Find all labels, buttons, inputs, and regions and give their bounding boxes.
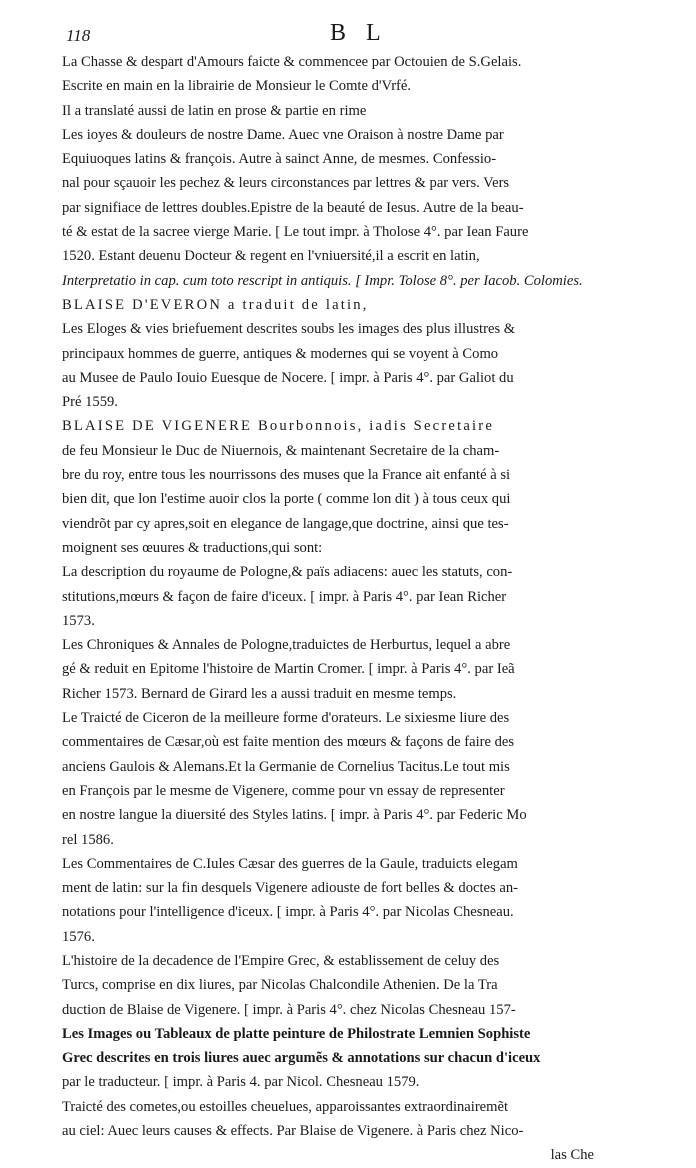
text-line: Les Images ou Tableaux de platte peinture de Philostrate Lemnien Sophiste [62, 1025, 531, 1042]
text-line: Equiuoques latins & françois. Autre à sainct Anne, de mesmes. Confessio- [62, 151, 497, 168]
text-line: las Che [550, 1147, 594, 1164]
text-line: rel 1586. [62, 831, 114, 848]
text-line: moignent ses œuures & traductions,qui sont: [62, 539, 323, 556]
text-line: de feu Monsieur le Duc de Niuernois, & maintenant Secretaire de la cham- [62, 442, 500, 459]
text-line: té & estat de la sacree vierge Marie. [ Le tout impr. à Tholose 4°. par Iean Faure [62, 224, 529, 241]
text-line: notations pour l'intelligence d'iceux. [ impr. à Paris 4°. par Nicolas Chesneau. [62, 904, 514, 921]
text-line: bre du roy, entre tous les nourrissons des muses que la France ait enfanté à si [62, 467, 511, 484]
text-line: au Musee de Paulo Iouio Euesque de Nocere. [ impr. à Paris 4°. par Galiot du [62, 369, 514, 386]
text-line: bien dit, que lon l'estime auoir clos la porte ( comme lon dit ) à tous ceux qui [62, 491, 511, 508]
text-line: La description du royaume de Pologne,& païs adiacens: auec les statuts, con- [62, 564, 513, 581]
text-line: en nostre langue la diuersité des Styles latins. [ impr. à Paris 4°. par Federic Mo [62, 807, 527, 824]
text-line: BLAISE D'EVERON a traduit de latin, [62, 296, 369, 313]
text-line: en François par le mesme de Vigenere, comme pour vn essay de representer [62, 782, 505, 799]
text-line: nal pour sçauoir les pechez & leurs circonstances par lettres & par vers. Vers [62, 175, 510, 192]
text-line: L'histoire de la decadence de l'Empire Grec, & establissement de celuy des [62, 952, 500, 969]
text-line: 1576. [62, 928, 95, 945]
text-line: 1573. [62, 612, 95, 629]
text-line: commentaires de Cæsar,où est faite mention des mœurs & façons de faire des [62, 734, 515, 751]
text-line: Traicté des cometes,ou estoilles cheuelues, apparoissantes extraordinairemẽt [62, 1098, 509, 1115]
text-line: Interpretatio in cap. cum toto rescript in antiquis. [ Impr. Tolose 8°. per Iacob. Colomies. [62, 272, 583, 289]
text-line: Il a translaté aussi de latin en prose & partie en rime [62, 102, 367, 119]
text-line: 1520. Estant deuenu Docteur & regent en l'vniuersité,il a escrit en latin, [62, 248, 480, 265]
text-body [62, 50, 594, 1168]
page-header [0, 20, 696, 50]
text-line: anciens Gaulois & Alemans.Et la Germanie de Cornelius Tacitus.Le tout mis [62, 758, 510, 775]
text-line: au ciel: Auec leurs causes & effects. Par Blaise de Vigenere. à Paris chez Nico- [62, 1123, 524, 1140]
text-line: Le Traicté de Ciceron de la meilleure forme d'orateurs. Le sixiesme liure des [62, 710, 510, 727]
text-line: principaux hommes de guerre, antiques & modernes qui se voyent à Como [62, 345, 499, 362]
text-line: Les ioyes & douleurs de nostre Dame. Auec vne Oraison à nostre Dame par [62, 126, 504, 143]
text-line: viendrõt par cy apres,soit en elegance de langage,que doctrine, ainsi que tes- [62, 515, 509, 532]
text-line: Les Chroniques & Annales de Pologne,traduictes de Herburtus, lequel a abre [62, 637, 511, 654]
text-line: Les Commentaires de C.Iules Cæsar des guerres de la Gaule, traduicts elegam [62, 855, 518, 872]
text-line: BLAISE DE VIGENERE Bourbonnois, iadis Secretaire [62, 418, 495, 435]
text-line: Les Eloges & vies briefuement descrites soubs les images des plus illustres & [62, 321, 516, 338]
text-line: Richer 1573. Bernard de Girard les a aussi traduit en mesme temps. [62, 685, 457, 702]
text-line: ment de latin: sur la fin desquels Vigenere adiouste de fort belles & doctes an- [62, 880, 518, 897]
running-head: B L [330, 20, 388, 46]
text-line: duction de Blaise de Vigenere. [ impr. à Paris 4°. chez Nicolas Chesneau 157- [62, 1001, 516, 1018]
text-line: La Chasse & despart d'Amours faicte & commencee par Octouien de S.Gelais. [62, 54, 522, 70]
text-line: par le traducteur. [ impr. à Paris 4. par Nicol. Chesneau 1579. [62, 1074, 420, 1091]
text-line: stitutions,mœurs & façon de faire d'iceux. [ impr. à Paris 4°. par Iean Richer [62, 588, 507, 605]
text-line: Escrite en main en la librairie de Monsieur le Comte d'Vrfé. [62, 78, 412, 95]
page-number: 118 [66, 26, 91, 45]
text-line: Grec descrites en trois liures auec argumẽs & annotations sur chacun d'iceux [62, 1050, 541, 1067]
text-line: par signifiace de lettres doubles.Epistre de la beauté de Iesus. Autre de la beau- [62, 199, 524, 216]
text-line: Pré 1559. [62, 394, 118, 411]
text-line: Turcs, comprise en dix liures, par Nicolas Chalcondile Athenien. De la Tra [62, 977, 498, 994]
text-line: gé & reduit en Epitome l'histoire de Martin Cromer. [ impr. à Paris 4°. par Ieã [62, 661, 515, 678]
